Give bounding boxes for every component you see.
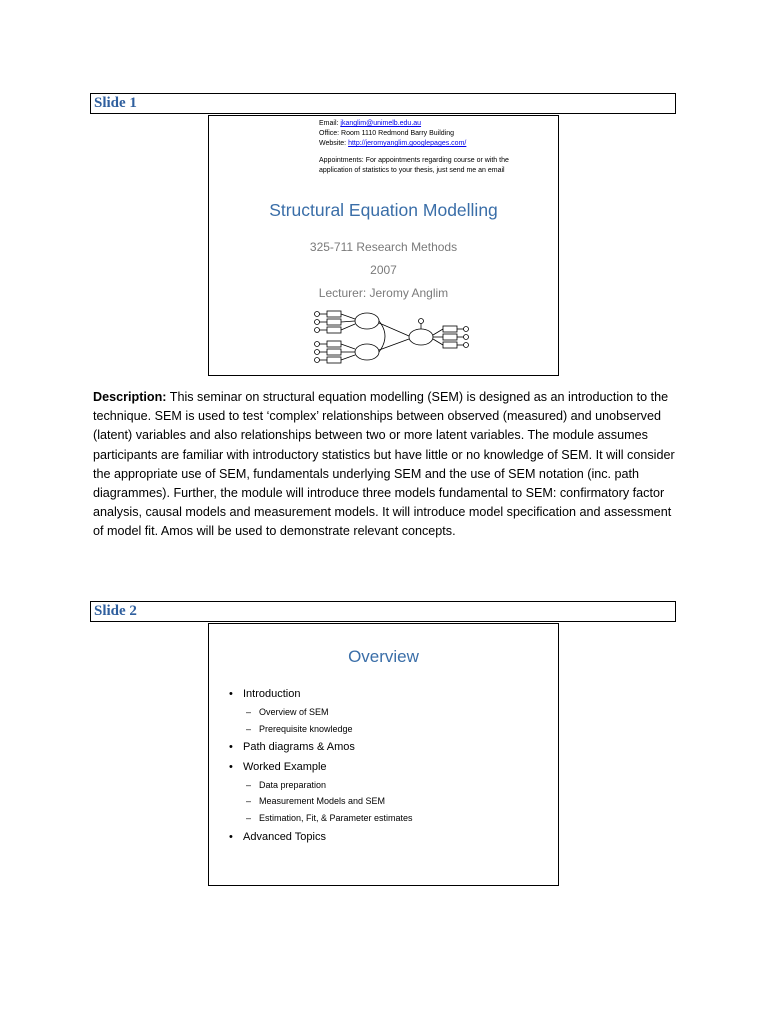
website-line: Website: http://jeromyanglim.googlepages.com/ — [319, 140, 467, 147]
appointments-line-2: application of statistics to your thesis, just send me an email — [319, 167, 505, 174]
overview-subitem: – Measurement Models and SEM — [246, 796, 386, 806]
overview-item: • Worked Example — [229, 761, 327, 773]
slide-1-description — [93, 388, 678, 542]
lecturer-name: Lecturer: Jeromy Anglim — [318, 286, 449, 300]
slide-2-header — [90, 601, 676, 622]
overview-subitem: – Prerequisite knowledge — [246, 724, 353, 734]
slide-1-title: Structural Equation Modelling — [269, 200, 498, 220]
slide-1-thumbnail — [208, 115, 559, 376]
email-link[interactable]: jkanglim@unimelb.edu.au — [340, 120, 422, 127]
contact-block — [319, 119, 509, 176]
course-year: 2007 — [370, 263, 397, 277]
description-text: This seminar on structural equation modelling (SEM) is designed as an introduction to the technique. SEM is used to test ‘complex’ relationships between observed (measured) and unobserved (latent) variables and also relationships between two or more latent variables. The module assumes participants are familiar with introductory statistics but have little or no knowledge of SEM. It will consider the appropriate use of SEM, fundamentals underlying SEM and the use of SEM notation (inc. path diagrammes). Further, the module will introduce three models fundamental to SEM: confirmatory factor analysis, causal models and measurement models. It will introduce model specification and assessment of model fit. Amos will be used to demonstrate relevant concepts. — [93, 390, 675, 539]
office-line: Office: Room 1110 Redmond Barry Building — [319, 130, 455, 137]
course-code: 325-711 Research Methods — [309, 240, 458, 254]
overview-item: • Advanced Topics — [229, 831, 326, 843]
slide-1-label: Slide 1 — [94, 95, 137, 111]
overview-item: • Path diagrams & Amos — [229, 741, 355, 753]
overview-subitem: – Estimation, Fit, & Parameter estimates — [246, 813, 413, 823]
website-link[interactable]: http://jeromyanglim.googlepages.com/ — [348, 140, 467, 147]
slide-1-header — [90, 93, 676, 114]
overview-subitem: – Data preparation — [246, 780, 327, 790]
slide-2-title: Overview — [348, 647, 419, 666]
sem-path-diagram — [309, 308, 479, 368]
overview-subitem: – Overview of SEM — [246, 707, 329, 717]
email-line: Email: jkanglim@unimelb.edu.au — [319, 120, 422, 127]
description-label: Description: — [93, 390, 167, 404]
slide-2-label: Slide 2 — [94, 603, 137, 619]
appointments-line-1: Appointments: For appointments regarding course or with the — [319, 157, 509, 164]
slide-2-thumbnail — [208, 623, 559, 886]
overview-item: • Introduction — [229, 688, 301, 700]
